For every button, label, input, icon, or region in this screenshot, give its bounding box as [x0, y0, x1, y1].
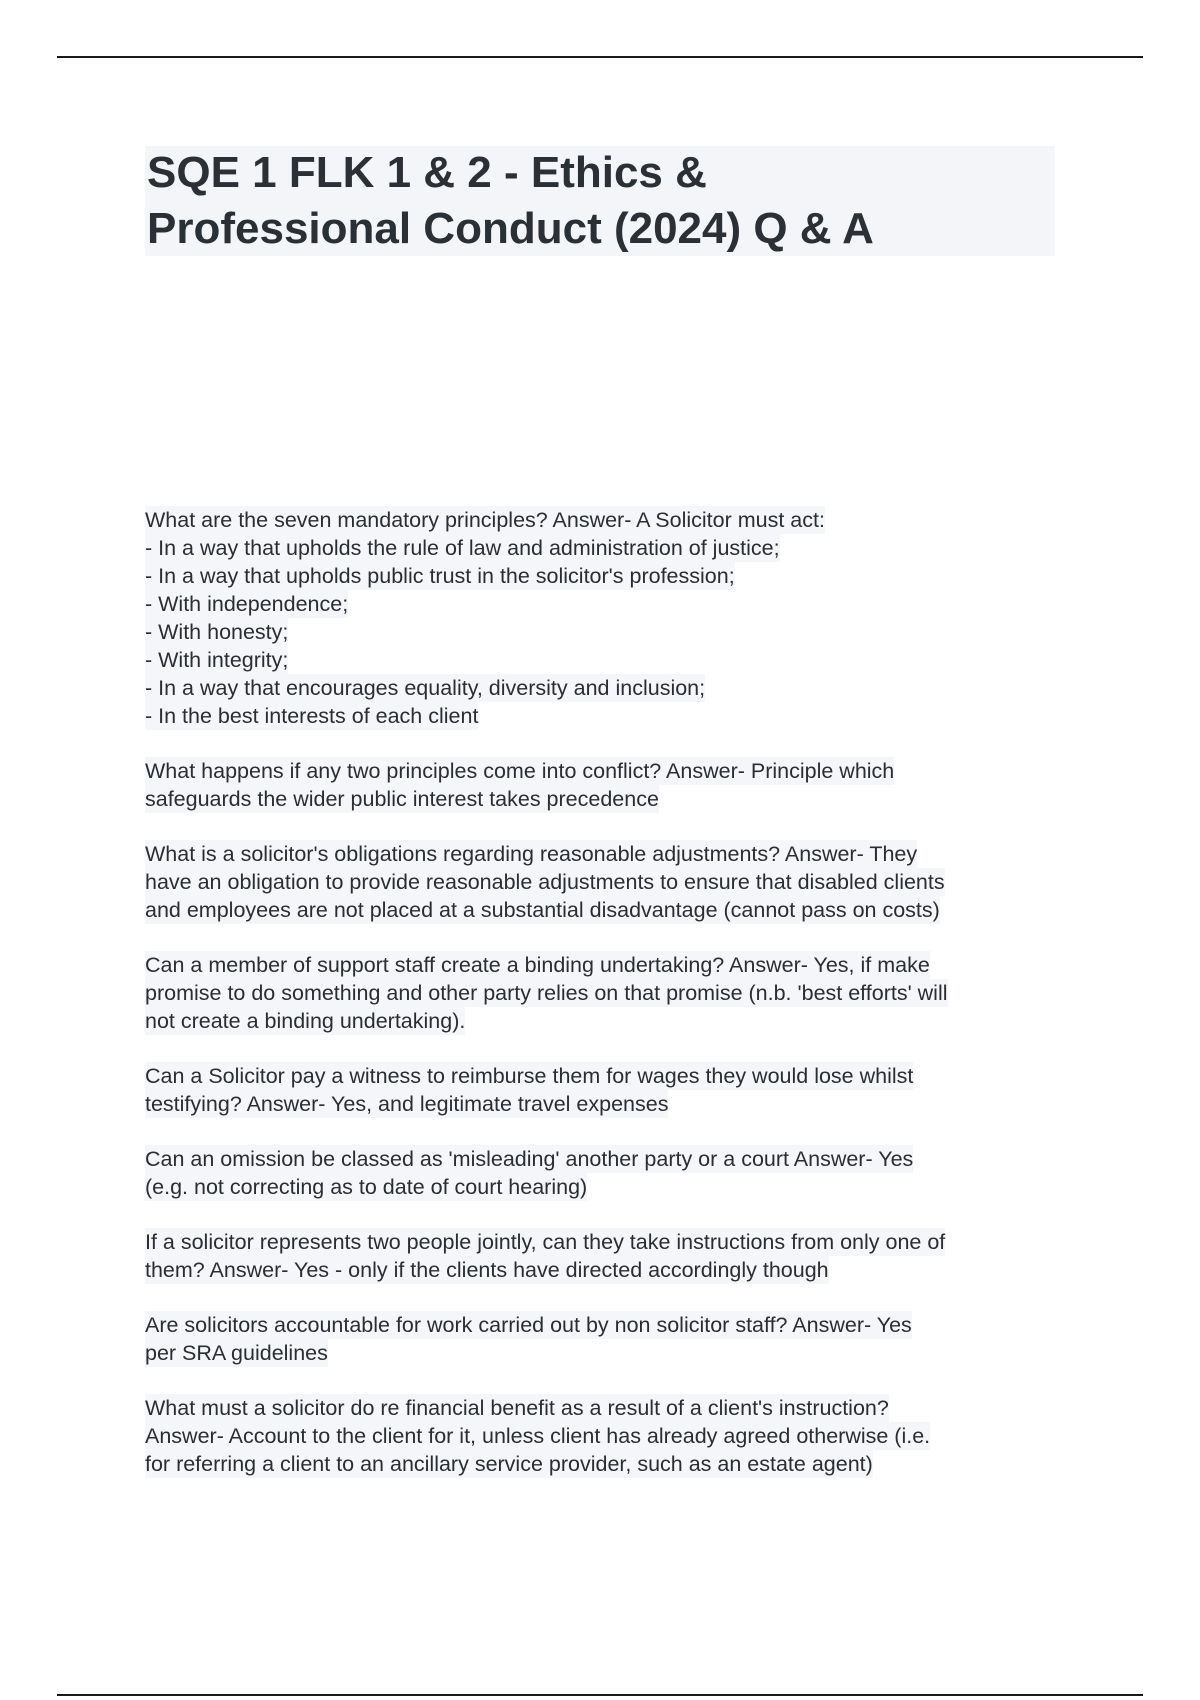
- qa-line: for referring a client to an ancillary service provider, such as an estate agent): [145, 1452, 873, 1476]
- qa-line: What must a solicitor do re financial benefit as a result of a client's instruction?: [145, 1396, 889, 1420]
- qa-line: What happens if any two principles come into conflict? Answer- Principle which: [145, 759, 895, 783]
- qa-line: Are solicitors accountable for work carried out by non solicitor staff? Answer- Yes: [145, 1313, 912, 1337]
- qa-line: and employees are not placed at a substantial disadvantage (cannot pass on costs): [145, 898, 940, 922]
- qa-line: What is a solicitor's obligations regarding reasonable adjustments? Answer- They: [145, 842, 918, 866]
- qa-list: [145, 506, 1065, 1505]
- qa-item: [145, 1311, 1065, 1367]
- qa-item: [145, 757, 1065, 813]
- qa-line: - In the best interests of each client: [145, 704, 479, 728]
- qa-line: have an obligation to provide reasonable adjustments to ensure that disabled clients: [145, 870, 945, 894]
- title-line: SQE 1 FLK 1 & 2 - Ethics &: [147, 148, 707, 197]
- qa-line: Answer- Account to the client for it, unless client has already agreed otherwise (i.e.: [145, 1424, 931, 1448]
- qa-line: them? Answer- Yes - only if the clients have directed accordingly though: [145, 1258, 829, 1282]
- qa-item: [145, 506, 1065, 730]
- qa-item: [145, 1394, 1065, 1478]
- qa-item: [145, 840, 1065, 924]
- qa-line: - In a way that encourages equality, diversity and inclusion;: [145, 676, 706, 700]
- qa-item: [145, 1062, 1065, 1118]
- title-line: Professional Conduct (2024) Q & A: [147, 204, 874, 253]
- qa-line: safeguards the wider public interest takes precedence: [145, 787, 659, 811]
- qa-line: Can an omission be classed as 'misleading' another party or a court Answer- Yes: [145, 1147, 914, 1171]
- qa-line: - With integrity;: [145, 648, 289, 672]
- qa-line: If a solicitor represents two people jointly, can they take instructions from only one of: [145, 1230, 946, 1254]
- top-rule: [57, 56, 1143, 58]
- qa-item: [145, 1145, 1065, 1201]
- qa-item: [145, 951, 1065, 1035]
- qa-line: not create a binding undertaking).: [145, 1009, 466, 1033]
- qa-line: - With independence;: [145, 592, 349, 616]
- qa-line: Can a Solicitor pay a witness to reimburse them for wages they would lose whilst: [145, 1064, 914, 1088]
- qa-line: - In a way that upholds the rule of law and administration of justice;: [145, 536, 780, 560]
- qa-line: What are the seven mandatory principles? Answer- A Solicitor must act:: [145, 508, 825, 532]
- bottom-rule: [57, 1694, 1143, 1696]
- qa-line: Can a member of support staff create a binding undertaking? Answer- Yes, if make: [145, 953, 930, 977]
- qa-line: - In a way that upholds public trust in the solicitor's profession;: [145, 564, 735, 588]
- qa-line: testifying? Answer- Yes, and legitimate travel expenses: [145, 1092, 669, 1116]
- qa-item: [145, 1228, 1065, 1284]
- page-title: [147, 145, 1047, 257]
- qa-line: (e.g. not correcting as to date of court hearing): [145, 1175, 588, 1199]
- qa-line: promise to do something and other party relies on that promise (n.b. 'best efforts' will: [145, 981, 948, 1005]
- qa-line: - With honesty;: [145, 620, 289, 644]
- qa-line: per SRA guidelines: [145, 1341, 328, 1365]
